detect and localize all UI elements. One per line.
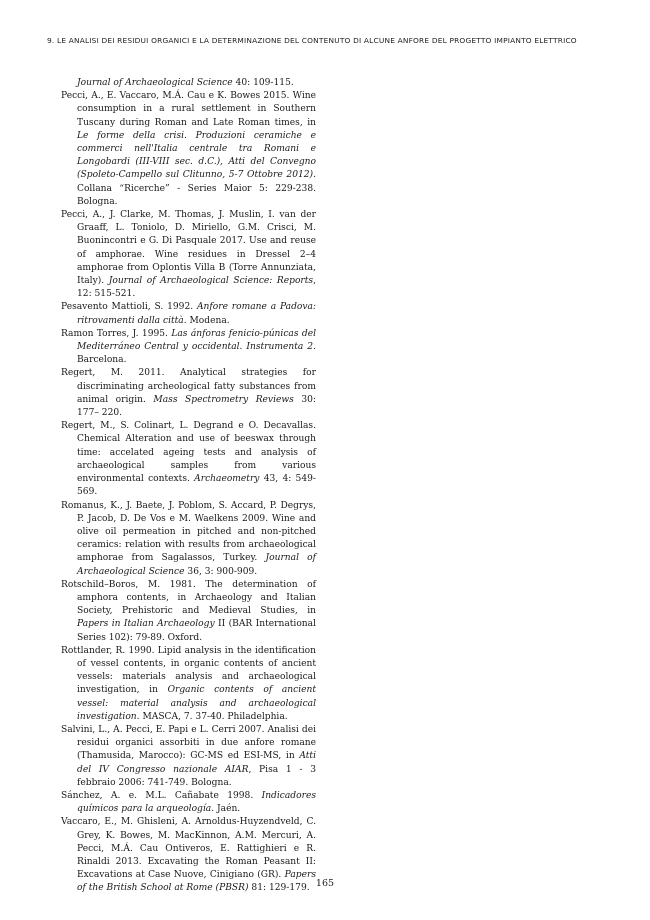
reference-title: Las ánforas fenicio-púnicas del Mediterráneo Central y occidental. Instrumenta 2 <box>77 328 317 353</box>
reference-text: Rotschild–Boros, M. 1981. The determination of amphora contents, in Archaeology and Italian Society, Prehistoric and Medieval Studies, in <box>61 579 316 617</box>
reference-text: Sánchez, A. e. M.L. Cañabate 1998. <box>61 790 262 801</box>
reference-title: Journal of Archaeological Science <box>77 78 233 88</box>
reference-text: II (BAR International Series 102): 79-89. Oxford. <box>77 619 316 643</box>
reference-text: . MASCA, 7. 37-40. Philadelphia. <box>136 711 288 722</box>
reference-text: Ramon Torres, J. 1995. <box>61 328 172 339</box>
reference-text: 81: 129-179. <box>248 883 310 894</box>
reference-entry <box>61 420 316 499</box>
running-header <box>47 36 617 45</box>
reference-entry <box>61 209 316 301</box>
reference-entry <box>61 790 316 816</box>
reference-title: Journal of Archaeological Science <box>77 553 317 577</box>
reference-text: 40: 109-115. <box>232 78 294 88</box>
bibliography-column <box>61 77 316 896</box>
reference-text: Regert, M. 2011. Analytical strategies for discriminating archeological fatty substances from animal origin. <box>61 368 316 405</box>
page-number: 165 <box>315 878 335 889</box>
reference-text: Pesavento Mattioli, S. 1992. <box>61 302 197 313</box>
reference-text: . Jaén. <box>211 804 241 815</box>
reference-entry <box>61 579 316 645</box>
reference-title: Papers of the British School at Rome (PBSR) <box>77 870 316 894</box>
reference-text: . Barcelona. <box>77 342 316 366</box>
reference-text: . Collana “Ricerche” - Series Maior 5: 229-238. Bologna. <box>77 170 316 207</box>
reference-entry <box>61 724 316 790</box>
reference-text: Salvini, L., A. Pecci, E. Papi e L. Cerri 2007. Analisi dei residui organici assorbiti in due anfore romane (Thamusida, Marocco): GC-MS ed ESI-MS, in <box>61 724 316 762</box>
reference-text: . Modena. <box>183 315 230 326</box>
reference-title: Journal of Archaeological Science: Reports <box>108 276 314 287</box>
reference-title: Le forme della crisi. Produzioni ceramiche e commerci nell'Italia centrale tra Romani e Longobardi (III-VIII sec. d.C.), Atti del Convegno (Spoleto-Campello sul Clitunno, 5-7 Ottobre 2012) <box>77 130 316 181</box>
reference-entry <box>61 301 316 327</box>
reference-title: Archaeometry <box>194 474 260 485</box>
reference-title: Atti del IV Congresso nazionale AIAR <box>77 751 316 775</box>
reference-text: Pecci, A., J. Clarke, M. Thomas, J. Muslin, I. van der Graaff, L. Toniolo, D. Miriello, G.M. Crisci, M. Buonincontri e G. Di Pasquale 2017. Use and reuse of amphorae. Wine residues in Dressel 2–4 amphorae from Oplontis Villa B (Torre Annunziata, Italy). <box>61 210 316 287</box>
reference-text: 43, 4: 549-569. <box>77 474 316 498</box>
reference-title: Anfore romane a Padova: ritrovamenti dalla città <box>77 302 316 326</box>
reference-text: Regert, M., S. Colinart, L. Degrand e O. Decavallas. Chemical Alteration and use of beeswax through time: accelated ageing tests and analysis of archaeological samples from various environmental contexts. <box>61 421 316 485</box>
running-title: 9. LE ANALISI DEI RESIDUI ORGANICI E LA DETERMINAZIONE DEL CONTENUTO DI ALCUNE ANFORE DEL PROGETTO IMPIANTO ELETTRICO <box>47 36 577 45</box>
reference-entry <box>61 500 316 579</box>
reference-text: 36, 3: 900-909. <box>184 566 258 577</box>
reference-text: Romanus, K., J. Baete, J. Poblom, S. Accard, P. Degrys, P. Jacob, D. De Vos e M. Waelkens 2009. Wine and olive oil permeation in pitched and non-pitched ceramics: relation with results from archaeological amphorae from Sagalassos, Turkey. <box>61 500 316 564</box>
reference-text: 30: 177– 220. <box>77 394 316 419</box>
reference-entry <box>61 367 316 420</box>
reference-title: Papers in Italian Archaeology <box>77 619 215 630</box>
reference-text: Pecci, A., E. Vaccaro, M.Á. Cau e K. Bowes 2015. Wine consumption in a rural settlement in Southern Tuscany during Roman and Late Roman times, in <box>61 91 316 128</box>
reference-title: Organic contents of ancient vessel: material analysis and archaeological investigation <box>77 685 316 722</box>
reference-title: Mass Spectrometry Reviews <box>153 394 294 405</box>
reference-title: Indicadores químicos para la arqueología <box>77 790 316 815</box>
reference-text: Rottlander, R. 1990. Lipid analysis in the identification of vessel contents, in organic contents of ancient vessels: materials analysis and archaeological investigation, in <box>61 645 316 696</box>
reference-text: Vaccaro, E., M. Ghisleni, A. Arnoldus-Huyzendveld, C. Grey, K. Bowes, M. MacKinnon, A.M. Mercuri, A. Pecci, M.Á. Cau Ontiveros, E. Rattighieri e R. Rinaldi 2013. Excavating the Roman Peasant II: Excavations at Case Nuove, Cinigiano (GR). <box>61 817 316 881</box>
reference-text: , 12: 515-521. <box>77 276 317 300</box>
reference-text: , Pisa 1 - 3 febbraio 2006: 741-749. Bologna. <box>77 764 317 788</box>
reference-entry <box>61 77 316 90</box>
reference-entry <box>61 645 316 724</box>
reference-entry <box>61 90 316 209</box>
reference-entry <box>61 328 316 368</box>
